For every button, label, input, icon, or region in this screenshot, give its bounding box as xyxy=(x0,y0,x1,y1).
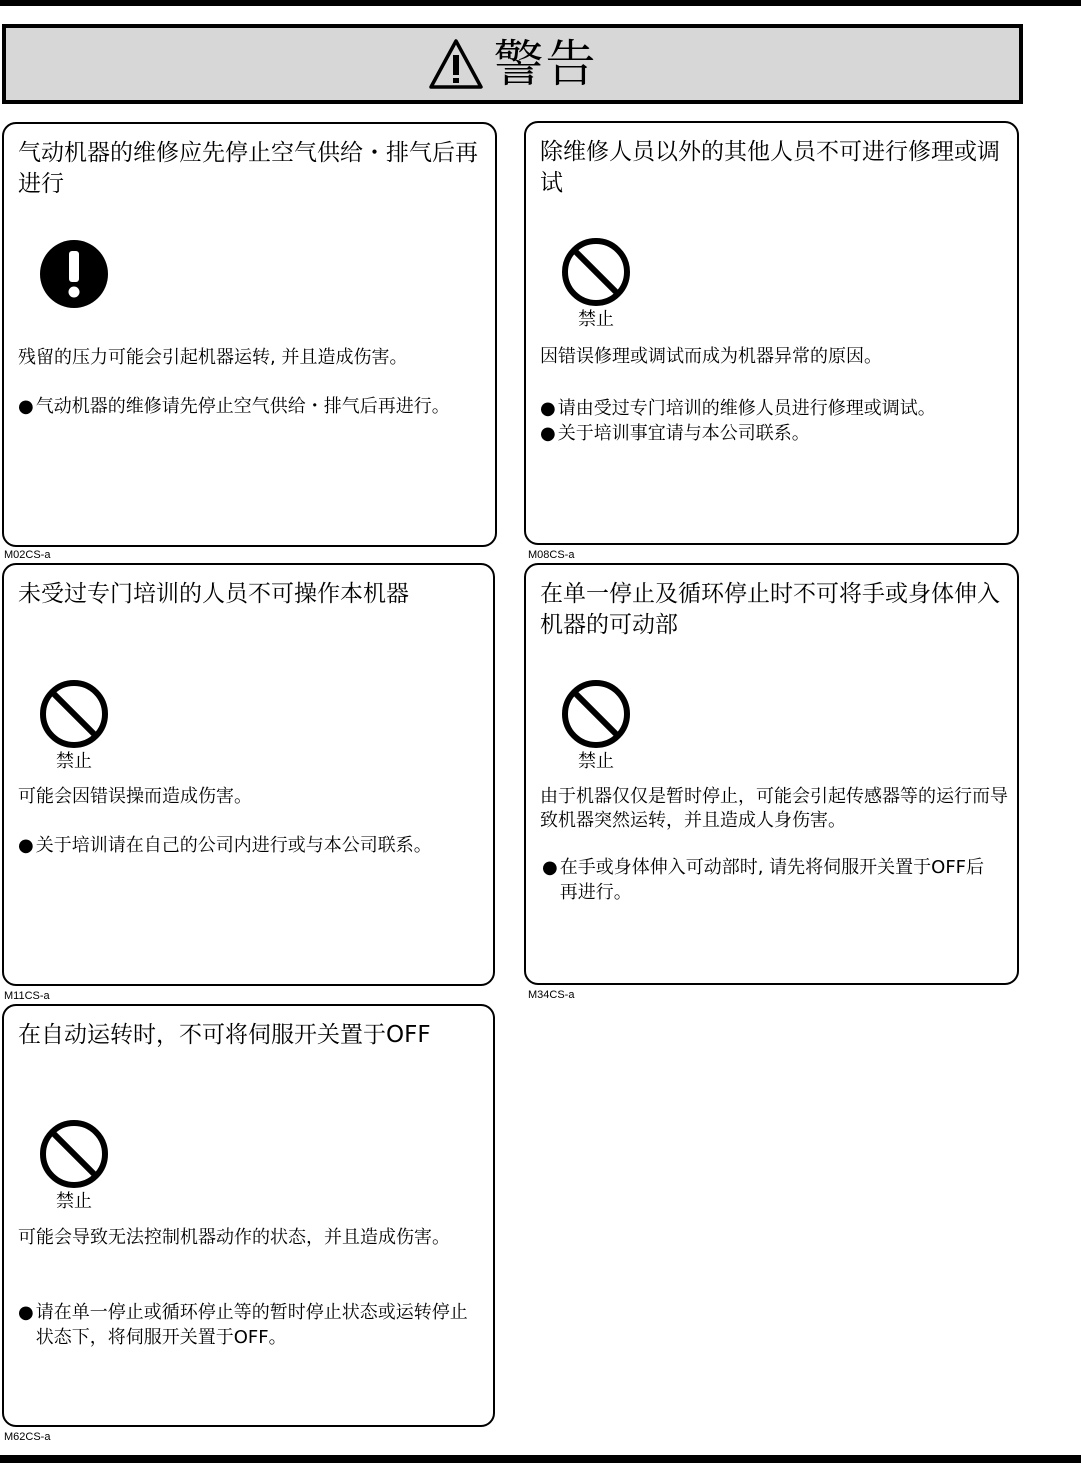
card-bullets xyxy=(18,1300,479,1350)
card-bullets xyxy=(18,394,489,419)
warning-card-pneumatic xyxy=(2,122,497,547)
bullet-dot: ● xyxy=(18,396,34,417)
mandatory-exclamation-icon xyxy=(38,238,110,310)
card-code: M34CS-a xyxy=(528,989,575,1001)
warning-card-moving-parts xyxy=(524,563,1019,985)
card-heading: 除维修人员以外的其他人员不可进行修理或调试 xyxy=(540,139,1000,196)
symbol-caption: 禁止 xyxy=(56,751,92,772)
symbol-block xyxy=(38,1118,110,1212)
symbol-block xyxy=(38,238,110,310)
card-heading: 在自动运转时，不可将伺服开关置于OFF xyxy=(18,1022,431,1048)
card-description: 因错误修理或调试而成为机器异常的原因。 xyxy=(540,346,882,367)
warning-triangle-icon xyxy=(428,38,484,90)
card-bullets xyxy=(542,855,997,905)
warning-banner xyxy=(2,24,1023,104)
warning-card-repair xyxy=(524,121,1019,545)
bullet-item: ● 气动机器的维修请先停止空气供给・排气后再进行。 xyxy=(18,396,450,417)
symbol-block xyxy=(38,678,110,772)
symbol-caption: 禁止 xyxy=(578,309,614,330)
prohibition-icon xyxy=(38,1118,110,1190)
card-description: 由于机器仅仅是暂时停止，可能会引起传感器等的运行而导致机器突然运转，并且造成人身伤害。 xyxy=(540,786,1008,831)
card-bullets xyxy=(18,833,487,858)
card-description: 可能会因错误操而造成伤害。 xyxy=(18,786,252,807)
card-code: M02CS-a xyxy=(4,549,51,561)
symbol-caption: 禁止 xyxy=(578,751,614,772)
bullet-dot: ● xyxy=(18,835,34,856)
bullet-item: ● 请在单一停止或循环停止等的暂时停止状态或运转停止状态下，将伺服开关置于OFF。 xyxy=(18,1302,468,1348)
card-code: M62CS-a xyxy=(4,1431,51,1443)
bullet-dot: ● xyxy=(18,1302,34,1323)
prohibition-icon xyxy=(38,678,110,750)
bullet-dot: ● xyxy=(540,423,556,444)
card-code: M11CS-a xyxy=(4,990,50,1002)
warning-card-servo xyxy=(2,1004,495,1427)
symbol-block xyxy=(560,678,632,772)
warning-card-training xyxy=(2,563,495,986)
bullet-dot: ● xyxy=(542,857,558,878)
card-heading: 气动机器的维修应先停止空气供给・排气后再进行 xyxy=(18,140,478,197)
prohibition-icon xyxy=(560,236,632,308)
card-bullets xyxy=(540,396,1011,446)
bullet-item: ● 在手或身体伸入可动部时, 请先将伺服开关置于OFF后再进行。 xyxy=(542,857,985,903)
page-title: 警告 xyxy=(493,35,598,93)
bullet-dot: ● xyxy=(540,398,556,419)
card-description: 残留的压力可能会引起机器运转, 并且造成伤害。 xyxy=(18,347,408,368)
bullet-item: ● 关于培训事宜请与本公司联系。 xyxy=(540,423,810,444)
bullet-item: ● 关于培训请在自己的公司内进行或与本公司联系。 xyxy=(18,835,432,856)
symbol-caption: 禁止 xyxy=(56,1191,92,1212)
card-heading: 在单一停止及循环停止时不可将手或身体伸入机器的可动部 xyxy=(540,581,1000,638)
symbol-block xyxy=(560,236,632,330)
card-heading: 未受过专门培训的人员不可操作本机器 xyxy=(18,581,409,607)
top-rule xyxy=(0,0,1081,6)
prohibition-icon xyxy=(560,678,632,750)
bottom-rule xyxy=(0,1455,1081,1463)
bullet-item: ● 请由受过专门培训的维修人员进行修理或调试。 xyxy=(540,398,936,419)
card-description: 可能会导致无法控制机器动作的状态，并且造成伤害。 xyxy=(18,1227,450,1248)
card-code: M08CS-a xyxy=(528,549,575,561)
